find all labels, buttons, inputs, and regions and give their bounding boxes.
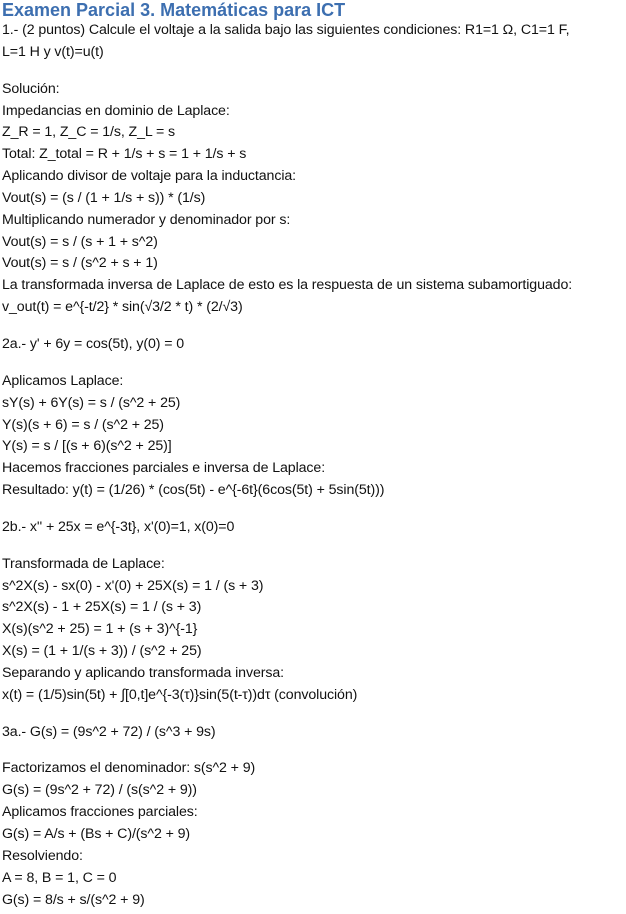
q3a-solution-line: Aplicamos fracciones parciales: [2,804,198,821]
q3a-solution-line: G(s) = A/s + (Bs + C)/(s^2 + 9) [2,826,191,842]
q1-solution-line: Solución: [2,80,60,97]
q2a-solution-line: Aplicamos Laplace: [2,372,124,389]
q2b-solution-line: s^2X(s) - 1 + 25X(s) = 1 / (s + 3) [2,599,202,616]
page-title: Examen Parcial 3. Matemáticas para ICT [2,0,346,20]
q2a-solution-line: Y(s)(s + 6) = s / (s^2 + 25) [2,416,164,433]
q2a-solution-line: Hacemos fracciones parciales e inversa de Laplace: [2,460,326,477]
q1-solution-line: Total: Z_total = R + 1/s + s = 1 + 1/s + s [2,146,247,163]
spacer [2,64,626,79]
q1-solution-line: Vout(s) = (s / (1 + 1/s + s)) * (1/s) [2,189,206,206]
q1-statement-line-1: 1.- (2 puntos) Calcule el voltaje a la salida bajo las siguientes condiciones: R1=1 Ω, C1=1 F, [2,22,570,38]
q2b-statement: 2b.- x'' + 25x = e^{-3t}, x'(0)=1, x(0)=0 [2,518,235,535]
q2b-solution-line: x(t) = (1/5)sin(5t) + ∫[0,t]e^{-3(τ)}sin(5(t-τ))dτ (convolución) [2,686,358,703]
spacer [2,707,626,722]
q1-solution-line: Impedancias en dominio de Laplace: [2,102,230,119]
q2a-solution-line: sY(s) + 6Y(s) = s / (s^2 + 25) [2,394,181,411]
spacer [2,356,626,371]
q3a-solution-line: G(s) = 8/s + s/(s^2 + 9) [2,891,145,908]
q1-solution-line: Multiplicando numerador y denominador por s: [2,211,291,228]
q1-solution-line: La transformada inversa de Laplace de esto es la respuesta de un sistema subamortiguado: [2,277,573,294]
spacer [2,539,626,554]
spacer [2,319,626,334]
q2a-solution-line: Resultado: y(t) = (1/26) * (cos(5t) - e^{-6t}(6cos(5t) + 5sin(5t))) [2,482,385,499]
q2b-solution-line: X(s) = (1 + 1/(s + 3)) / (s^2 + 25) [2,643,202,660]
q3a-solution-line: G(s) = (9s^2 + 72) / (s(s^2 + 9)) [2,782,197,799]
q2b-solution-line: s^2X(s) - sx(0) - x'(0) + 25X(s) = 1 / (s + 3) [2,577,264,594]
q1-solution-line: v_out(t) = e^{-t/2} * sin(√3/2 * t) * (2/√3) [2,299,243,316]
q3a-solution-line: Resolviendo: [2,847,83,864]
q1-solution-line: Z_R = 1, Z_C = 1/s, Z_L = s [2,124,176,141]
q3a-solution-line: Factorizamos el denominador: s(s^2 + 9) [2,760,256,777]
q2b-solution-line: Transformada de Laplace: [2,555,165,572]
q1-solution-line: Vout(s) = s / (s + 1 + s^2) [2,233,158,250]
q2b-solution-line: Separando y aplicando transformada inversa: [2,664,284,681]
q2a-statement: 2a.- y' + 6y = cos(5t), y(0) = 0 [2,335,185,352]
q1-solution-line: Vout(s) = s / (s^2 + s + 1) [2,255,158,272]
q2a-solution-line: Y(s) = s / [(s + 6)(s^2 + 25)] [2,438,172,455]
q3a-solution-line: A = 8, B = 1, C = 0 [2,869,117,886]
spacer [2,502,626,517]
q1-solution-line: Aplicando divisor de voltaje para la inductancia: [2,168,297,185]
q1-statement-line-2: L=1 H y v(t)=u(t) [2,43,104,60]
q3a-statement: 3a.- G(s) = (9s^2 + 72) / (s^3 + 9s) [2,723,216,740]
spacer [2,743,626,758]
q2b-solution-line: X(s)(s^2 + 25) = 1 + (s + 3)^{-1} [2,621,198,638]
